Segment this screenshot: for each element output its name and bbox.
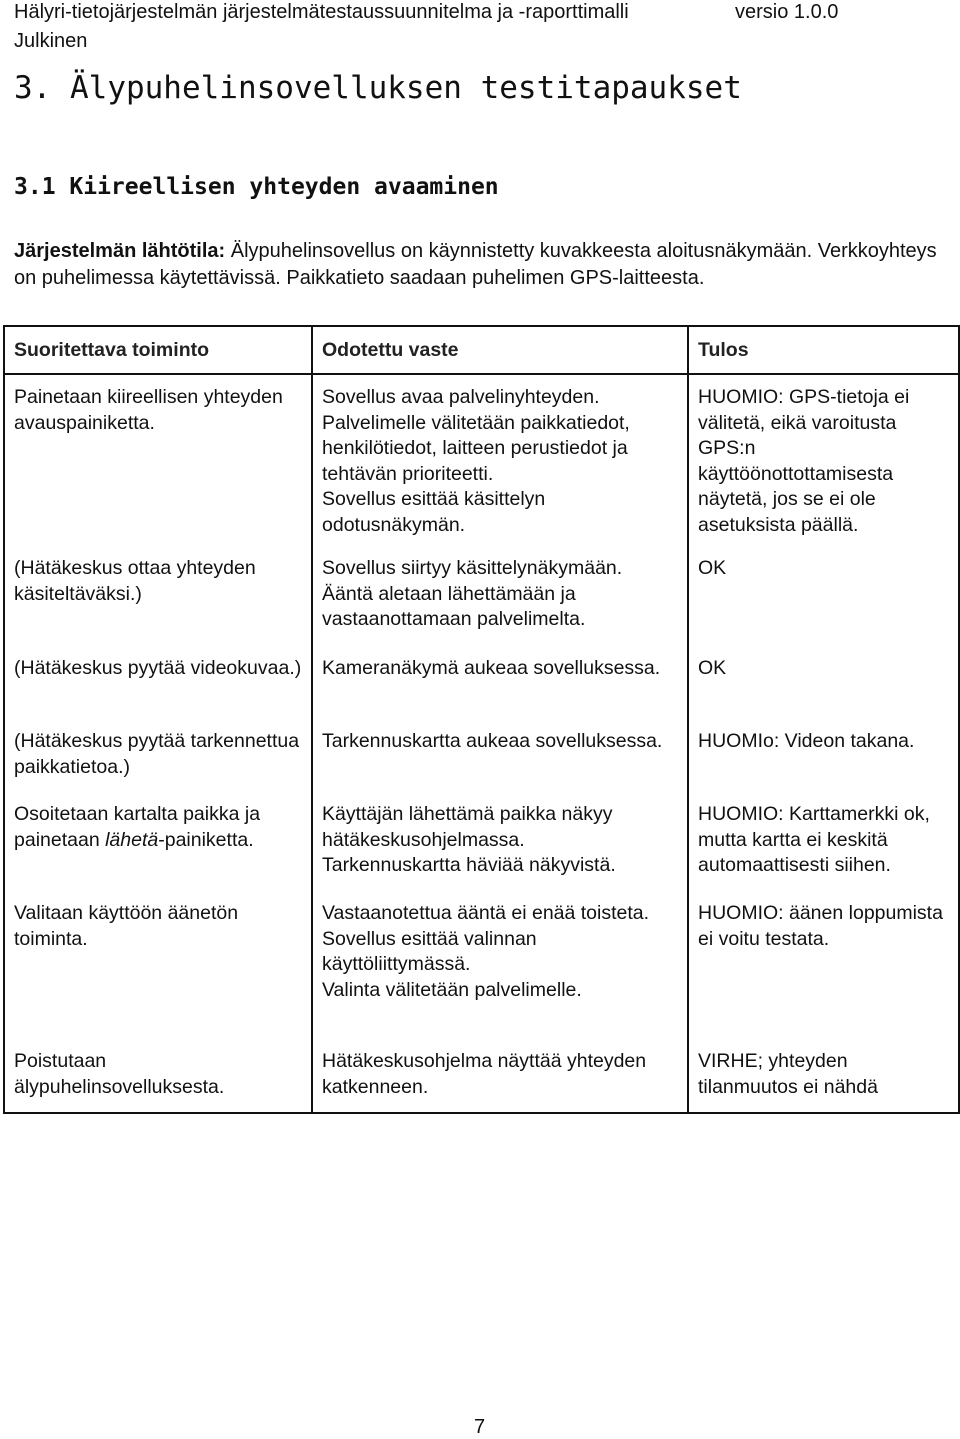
table-row — [4, 374, 959, 556]
expected-text: Tarkennuskartta häviää näkyvistä. — [322, 854, 616, 876]
column-header-result: Tulos — [688, 326, 959, 374]
page-number: 7 — [474, 1416, 486, 1438]
expected-cell — [312, 556, 688, 656]
expected-cell — [312, 729, 688, 802]
table-row — [4, 802, 959, 901]
action-text-part: -painiketta. — [158, 828, 254, 851]
expected-text: Käyttäjän lähettämä paikka näkyy hätäkeskusohjelmassa. — [322, 803, 613, 851]
action-cell — [4, 729, 312, 802]
subsection-heading: 3.1 Kiireellisen yhteyden avaaminen — [14, 174, 499, 200]
section-heading: 3. Älypuhelinsovelluksen testitapaukset — [14, 70, 742, 106]
result-text: HUOMIO: Karttamerkki ok, mutta kartta ei keskitä automaattisesti siihen. — [698, 803, 930, 876]
column-header-expected: Odotettu vaste — [312, 326, 688, 374]
action-text — [14, 802, 302, 853]
column-header-action: Suoritettava toiminto — [4, 326, 312, 374]
expected-cell — [312, 1049, 688, 1113]
action-text: Valitaan käyttöön äänetön toiminta. — [14, 902, 239, 950]
document-version: versio 1.0.0 — [735, 1, 839, 23]
expected-text: Palvelimelle välitetään paikkatiedot, henkilötiedot, laitteen perustiedot ja tehtävän prioriteetti. — [322, 411, 630, 485]
result-text: HUOMIO: GPS-tietoja ei välitetä, eikä varoitusta GPS:n käyttöönottottamisesta näytetä, jos se ei ole asetuksista päällä. — [698, 386, 910, 536]
result-cell — [688, 374, 959, 556]
expected-text: Vastaanotettua ääntä ei enää toisteta. — [322, 902, 650, 924]
result-text: HUOMIO: äänen loppumista ei voitu testata. — [698, 902, 943, 950]
expected-text: Sovellus siirtyy käsittelynäkymään. — [322, 557, 623, 579]
result-cell — [688, 729, 959, 802]
expected-text: Sovellus esittää käsittelyn odotusnäkymän. — [322, 488, 546, 536]
expected-text: Valinta välitetään palvelimelle. — [322, 978, 582, 1001]
test-case-table — [3, 325, 960, 1114]
action-text: (Hätäkeskus pyytää videokuvaa.) — [14, 657, 302, 679]
expected-text: Sovellus esittää valinnan käyttöliittymässä. — [322, 927, 537, 975]
expected-text: Kameranäkymä aukeaa sovelluksessa. — [322, 657, 661, 679]
expected-text: Hätäkeskusohjelma näyttää yhteyden katkenneen. — [322, 1050, 647, 1098]
result-cell — [688, 802, 959, 901]
expected-cell — [312, 656, 688, 729]
action-text: (Hätäkeskus pyytää tarkennettua paikkatietoa.) — [14, 730, 300, 778]
action-text-part: Osoitetaan kartalta paikka ja painetaan — [14, 803, 261, 851]
action-cell — [4, 901, 312, 1049]
result-cell — [688, 1049, 959, 1113]
expected-cell — [312, 374, 688, 556]
result-text: HUOMIo: Videon takana. — [698, 730, 915, 752]
document-title: Hälyri-tietojärjestelmän järjestelmätestaussuunnitelma ja -raporttimalli — [14, 1, 629, 23]
result-text: OK — [698, 557, 727, 579]
precondition-text: Älypuhelinsovellus on käynnistetty kuvakkeesta aloitusnäkymään. Verkkoyhteys on puhelimessa käytettävissä. Paikkatieto saadaan puhelimen GPS-laitteesta. — [14, 240, 937, 289]
result-cell — [688, 556, 959, 656]
expected-text: Ääntä aletaan lähettämään ja vastaanottamaan palvelimelta. — [322, 582, 586, 630]
table-row — [4, 656, 959, 729]
action-cell — [4, 802, 312, 901]
result-cell — [688, 901, 959, 1049]
action-cell — [4, 374, 312, 556]
expected-text: Tarkennuskartta aukeaa sovelluksessa. — [322, 730, 663, 752]
precondition-label: Järjestelmän lähtötila: — [14, 240, 226, 262]
result-text: VIRHE; yhteyden tilanmuutos ei nähdä — [698, 1050, 878, 1098]
action-text: Painetaan kiireellisen yhteyden avauspainiketta. — [14, 386, 283, 434]
expected-cell — [312, 802, 688, 901]
expected-cell — [312, 901, 688, 1049]
expected-text: Sovellus avaa palvelinyhteyden. — [322, 386, 600, 408]
result-text: OK — [698, 657, 727, 679]
table-row — [4, 1049, 959, 1113]
action-cell — [4, 656, 312, 729]
table-row — [4, 901, 959, 1049]
action-text: (Hätäkeskus ottaa yhteyden käsiteltäväksi.) — [14, 557, 256, 605]
send-button-name: lähetä — [105, 828, 159, 851]
table-row — [4, 729, 959, 802]
action-cell — [4, 556, 312, 656]
result-cell — [688, 656, 959, 729]
table-row — [4, 556, 959, 656]
action-cell — [4, 1049, 312, 1113]
action-text: Poistutaan älypuhelinsovelluksesta. — [14, 1050, 225, 1098]
document-classification: Julkinen — [14, 30, 88, 52]
precondition-paragraph — [14, 238, 954, 291]
table-header-row — [4, 326, 959, 374]
